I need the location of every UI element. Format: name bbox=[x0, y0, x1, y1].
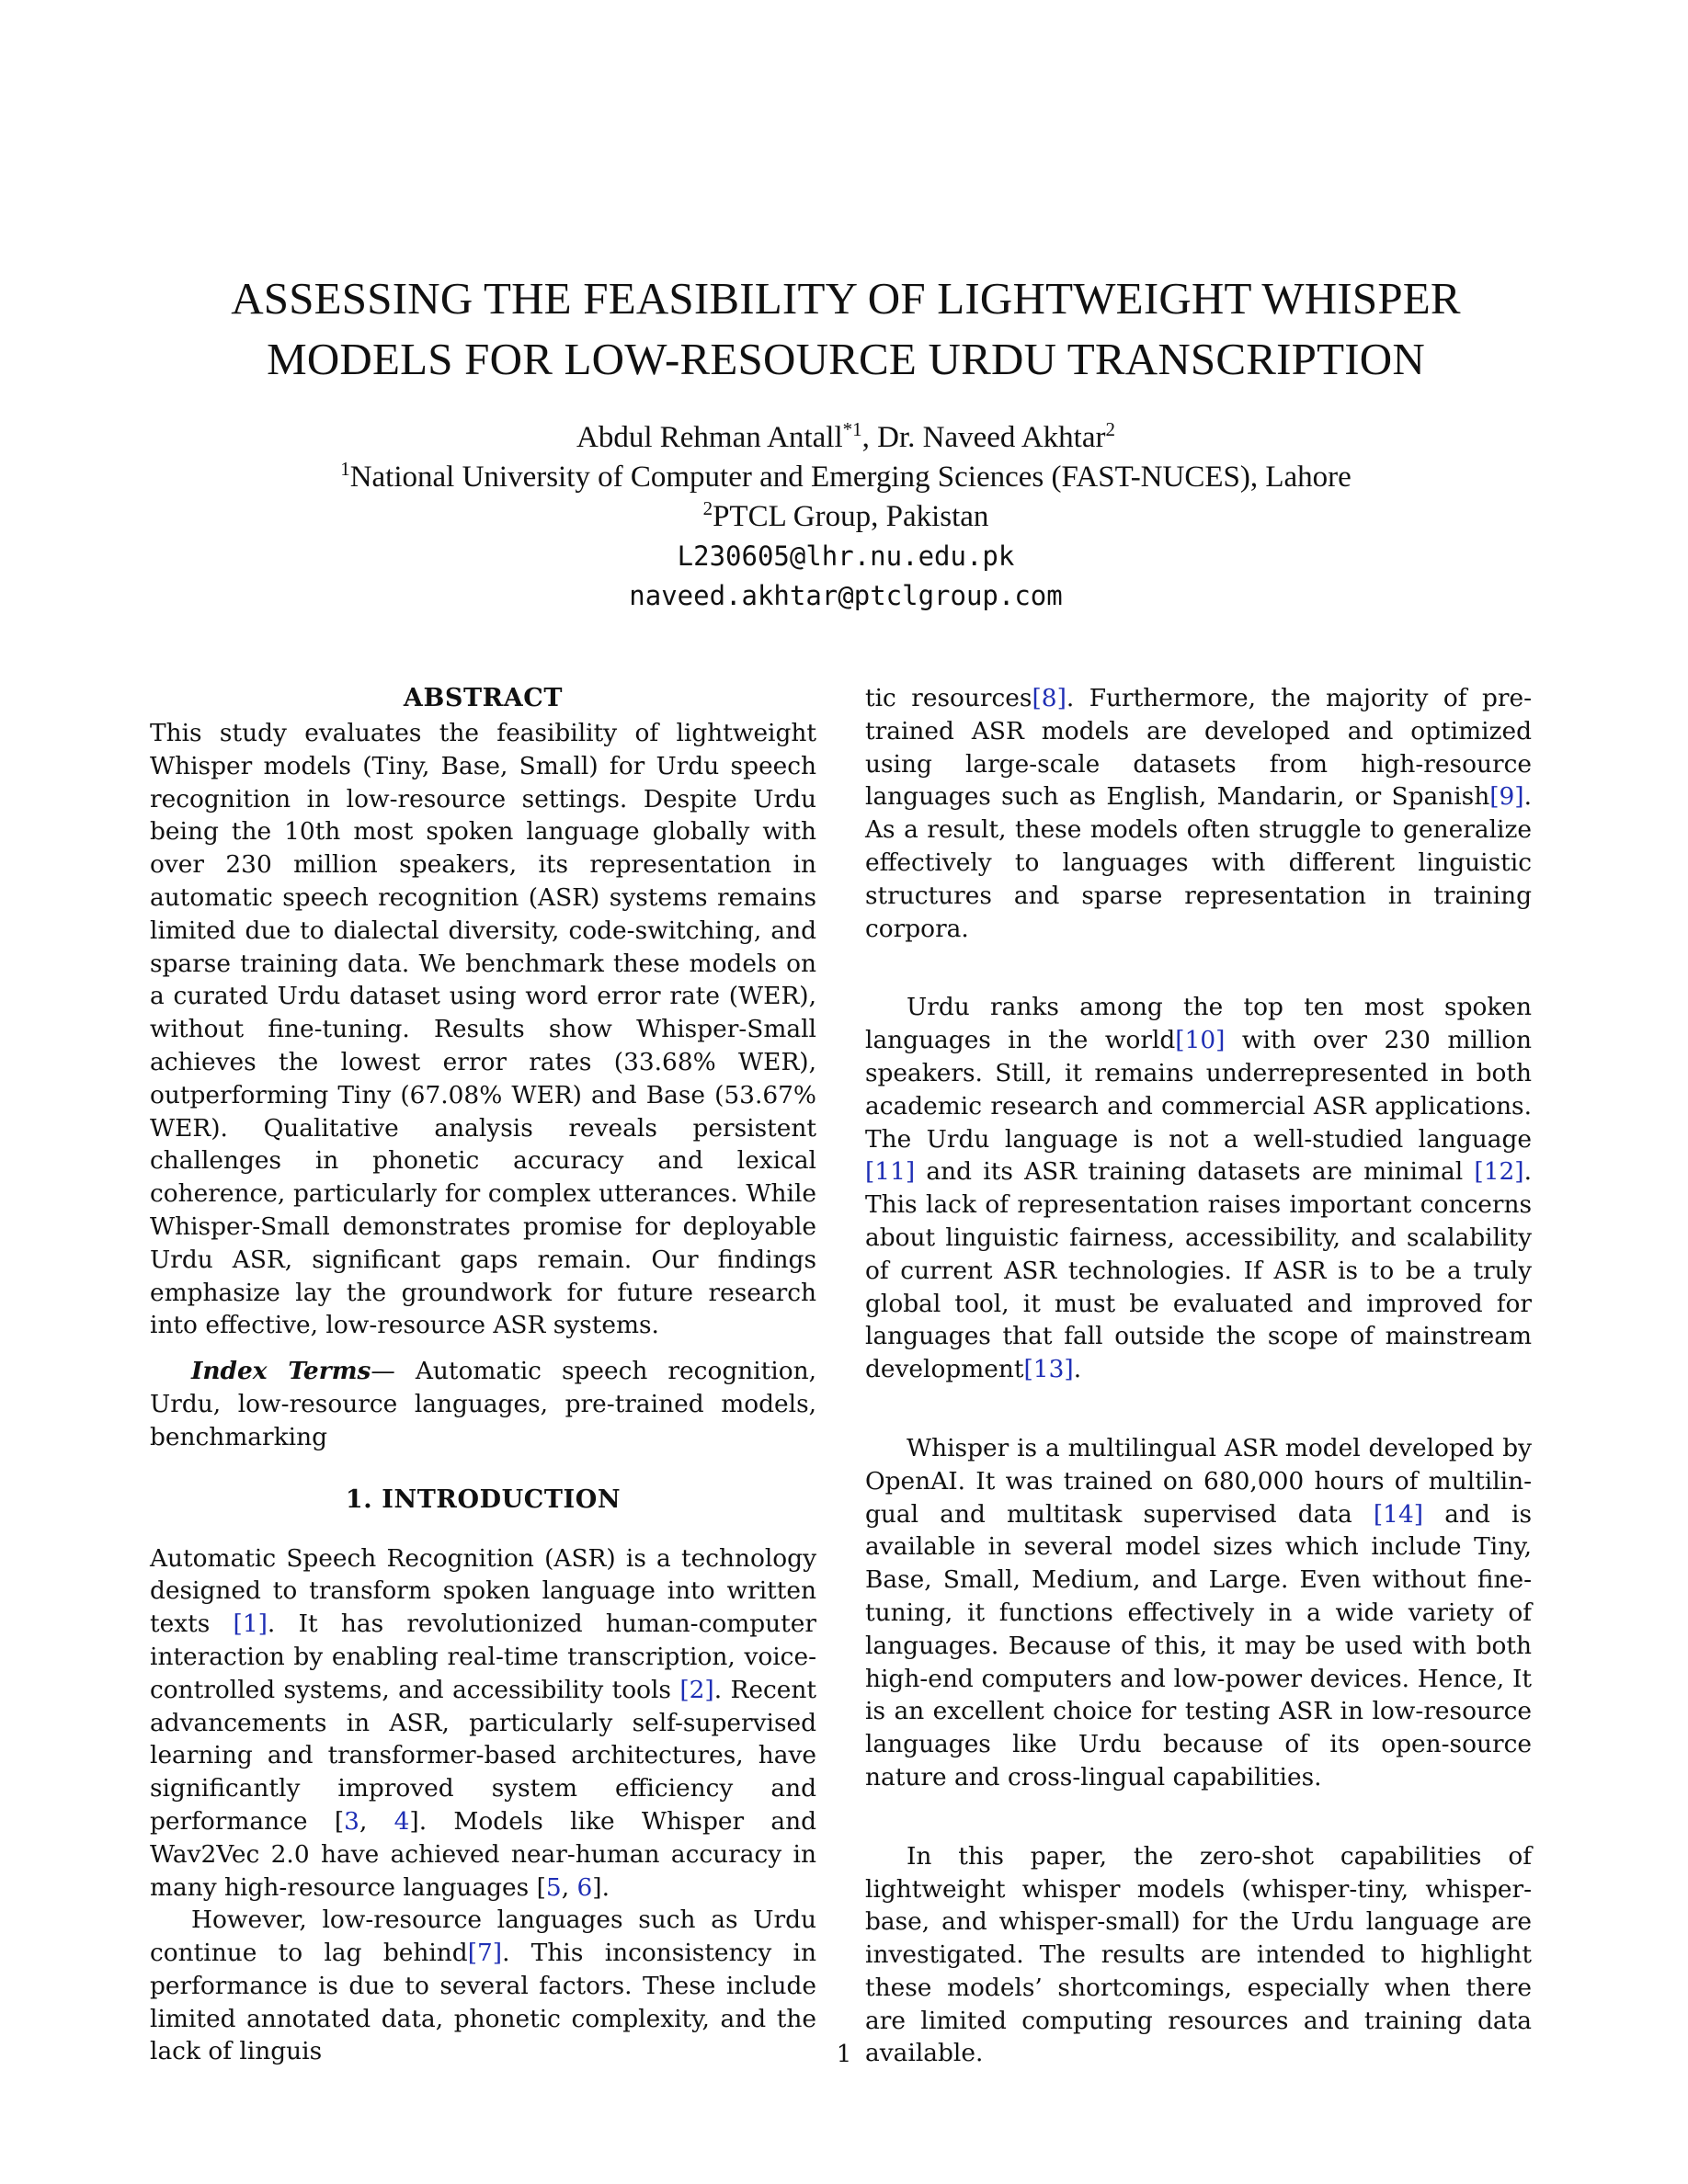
text-run: However, low-resource languages such as Urdu continue to lag behind bbox=[150, 1905, 816, 1968]
text-run: Automatic Speech Recognition (ASR) is a technology designed to transform spoken language into written texts bbox=[150, 1543, 816, 1639]
citation-link[interactable]: 5 bbox=[545, 1872, 562, 1902]
email-1[interactable]: L230605@lhr.nu.edu.pk bbox=[677, 540, 1015, 572]
citation-link[interactable]: 4 bbox=[393, 1806, 410, 1836]
affiliation-2-mark: 2 bbox=[702, 497, 713, 519]
affiliation-1 bbox=[147, 458, 1545, 497]
text-run: ]. Models like Whisper and Wav2Vec 2.0 have achieved near-human accuracy in many high-resource languages [ bbox=[150, 1806, 816, 1902]
page-number: 1 bbox=[836, 2041, 852, 2068]
citation-link[interactable]: [9] bbox=[1489, 782, 1524, 812]
affiliation-1-text: National University of Computer and Emerging Sciences (FAST-NUCES), Lahore bbox=[349, 461, 1352, 494]
text-run: . As a result, these models often struggle to generalize effectively to languages with different linguistic structures and sparse representation in training corpora. bbox=[865, 782, 1532, 943]
paper-title bbox=[147, 268, 1545, 390]
intro-paragraph-5: In this paper, the zero-shot capabilities of lightweight whisper models (whisper-tiny, whisper-base, and whisper-small) for the Urdu language are investigated. The results are intended to highlight these models’ shortcomings, especially when there are limited computing resources and training data available. bbox=[865, 1841, 1532, 2068]
author-2-name: Naveed Akhtar bbox=[922, 421, 1106, 454]
intro-paragraph-4 bbox=[865, 1432, 1532, 1794]
index-terms-label: Index Terms bbox=[191, 1357, 371, 1386]
abstract-text: This study evaluates the feasibility of lightweight Whisper models (Tiny, Base, Small) for Urdu speech recognition in low-resource settings. Despite Urdu being the 10th most spoken language globally with over 230 million speakers, its representation in automatic speech recognition (ASR) systems remains limited due to dialectal diversity, code-switching, and sparse training data. We benchmark these models on a curated Urdu dataset using word error rate (WER), without fine-tuning. Results show Whisper-Small achieves the lowest error rates (33.68% WER), outperforming Tiny (67.08% WER) and Base (53.67% WER). Qualitative analysis reveals persistent challenges in phonetic accuracy and lexical coherence, particularly for complex utterances. While Whisper-Small demonstrates promise for deployable Urdu ASR, significant gaps remain. Our findings emphasize lay the groundwork for future research into effective, low-resource ASR systems. bbox=[150, 719, 816, 1340]
text-run: Urdu ranks among the top ten most spoken languages in the world bbox=[865, 993, 1532, 1055]
citation-link[interactable]: [2] bbox=[679, 1675, 714, 1704]
text-run: . It has revolutionized human-computer interaction by enabling real-time transcription, voice-controlled systems, and accessibility tools bbox=[150, 1610, 817, 1704]
text-run: . This lack of representation raises important concerns about linguistic fairness, accessibility, and scalability of current ASR technologies. If ASR is to be a truly global tool, it must be evaluated and improved for languages that fall outside the scope of mainstream development bbox=[865, 1157, 1532, 1384]
affiliation-2 bbox=[147, 497, 1545, 537]
citation-link[interactable]: [14] bbox=[1373, 1499, 1424, 1529]
title-line-1: ASSESSING THE FEASIBILITY OF LIGHTWEIGHT WHISPER bbox=[231, 273, 1461, 324]
text-run: . This inconsistency in performance is due to several factors. These include limited annotated data, phonetic complexity, and the lack of linguis bbox=[150, 1939, 816, 2066]
author-1-affiliation-mark: *1 bbox=[842, 418, 862, 440]
text-run: . Furthermore, the majority of pre-trained ASR models are developed and optimized using large-scale datasets from high-resource languages such as English, Mandarin, or Spanish bbox=[865, 684, 1533, 812]
index-terms-text: Automatic speech recognition, Urdu, low-resource languages, pre-trained models, benchmarking bbox=[150, 1357, 816, 1451]
citation-link[interactable]: [7] bbox=[467, 1939, 503, 1968]
title-line-2: MODELS FOR LOW-RESOURCE URDU TRANSCRIPTION bbox=[267, 334, 1425, 384]
author-2-affiliation-mark: 2 bbox=[1105, 418, 1115, 440]
text-run: . Recent advancements in ASR, particularly self-supervised learning and transformer-based architectures, have significantly improved system efficiency and performance [ bbox=[150, 1675, 816, 1836]
author-block bbox=[147, 418, 1545, 616]
author-separator: , Dr. bbox=[861, 421, 923, 454]
text-run: Whisper is a multilingual ASR model developed by OpenAI. It was trained on 680,000 hours of multilingual and multitask supervised data bbox=[865, 1433, 1532, 1529]
text-run: and its ASR training datasets are minimal bbox=[915, 1157, 1475, 1187]
intro-paragraph-1 bbox=[150, 1542, 816, 1905]
citation-link[interactable]: [11] bbox=[865, 1157, 916, 1187]
index-terms-dash: — bbox=[371, 1357, 395, 1386]
citation-link[interactable]: [12] bbox=[1474, 1157, 1524, 1187]
email-2[interactable]: naveed.akhtar@ptclgroup.com bbox=[629, 580, 1063, 611]
text-run: . bbox=[1073, 1355, 1082, 1384]
text-run: with over 230 million speakers. Still, it remains underrepresented in both academic research and commercial ASR applications. The Urdu language is not a well-studied language bbox=[865, 1026, 1532, 1154]
index-terms bbox=[150, 1355, 816, 1453]
text-run: , bbox=[359, 1806, 394, 1836]
abstract-heading: ABSTRACT bbox=[403, 684, 564, 712]
text-run: and is available in several model sizes which include Tiny, Base, Small, Medium, and Large. Even without fine-tuning, it functions effectively in a wide variety of languages. Because of this, it may be used with both high-end computers and low-power devices. Hence, It is an excellent choice for testing ASR in low-resource languages like Urdu because of its open-source nature and cross-lingual capabilities. bbox=[865, 1499, 1532, 1792]
citation-link[interactable]: [10] bbox=[1175, 1026, 1226, 1055]
citation-link[interactable]: 6 bbox=[576, 1872, 593, 1902]
left-column bbox=[150, 682, 816, 2068]
intro-paragraph-2-continued bbox=[865, 682, 1532, 945]
introduction-heading: 1. INTRODUCTION bbox=[345, 1484, 622, 1514]
text-run: ]. bbox=[592, 1872, 610, 1902]
citation-link[interactable]: [1] bbox=[233, 1610, 268, 1639]
text-run: tic resources bbox=[865, 684, 1032, 712]
affiliation-1-mark: 1 bbox=[340, 458, 350, 480]
intro-paragraph-3 bbox=[865, 991, 1532, 1386]
author-line bbox=[147, 418, 1545, 458]
right-column bbox=[865, 682, 1532, 2070]
author-1-name: Abdul Rehman Antall bbox=[576, 421, 843, 454]
citation-link[interactable]: 3 bbox=[344, 1806, 359, 1836]
citation-link[interactable]: [13] bbox=[1023, 1355, 1074, 1384]
citation-link[interactable]: [8] bbox=[1032, 684, 1066, 712]
affiliation-2-text: PTCL Group, Pakistan bbox=[713, 500, 989, 533]
text-run: , bbox=[561, 1872, 577, 1902]
